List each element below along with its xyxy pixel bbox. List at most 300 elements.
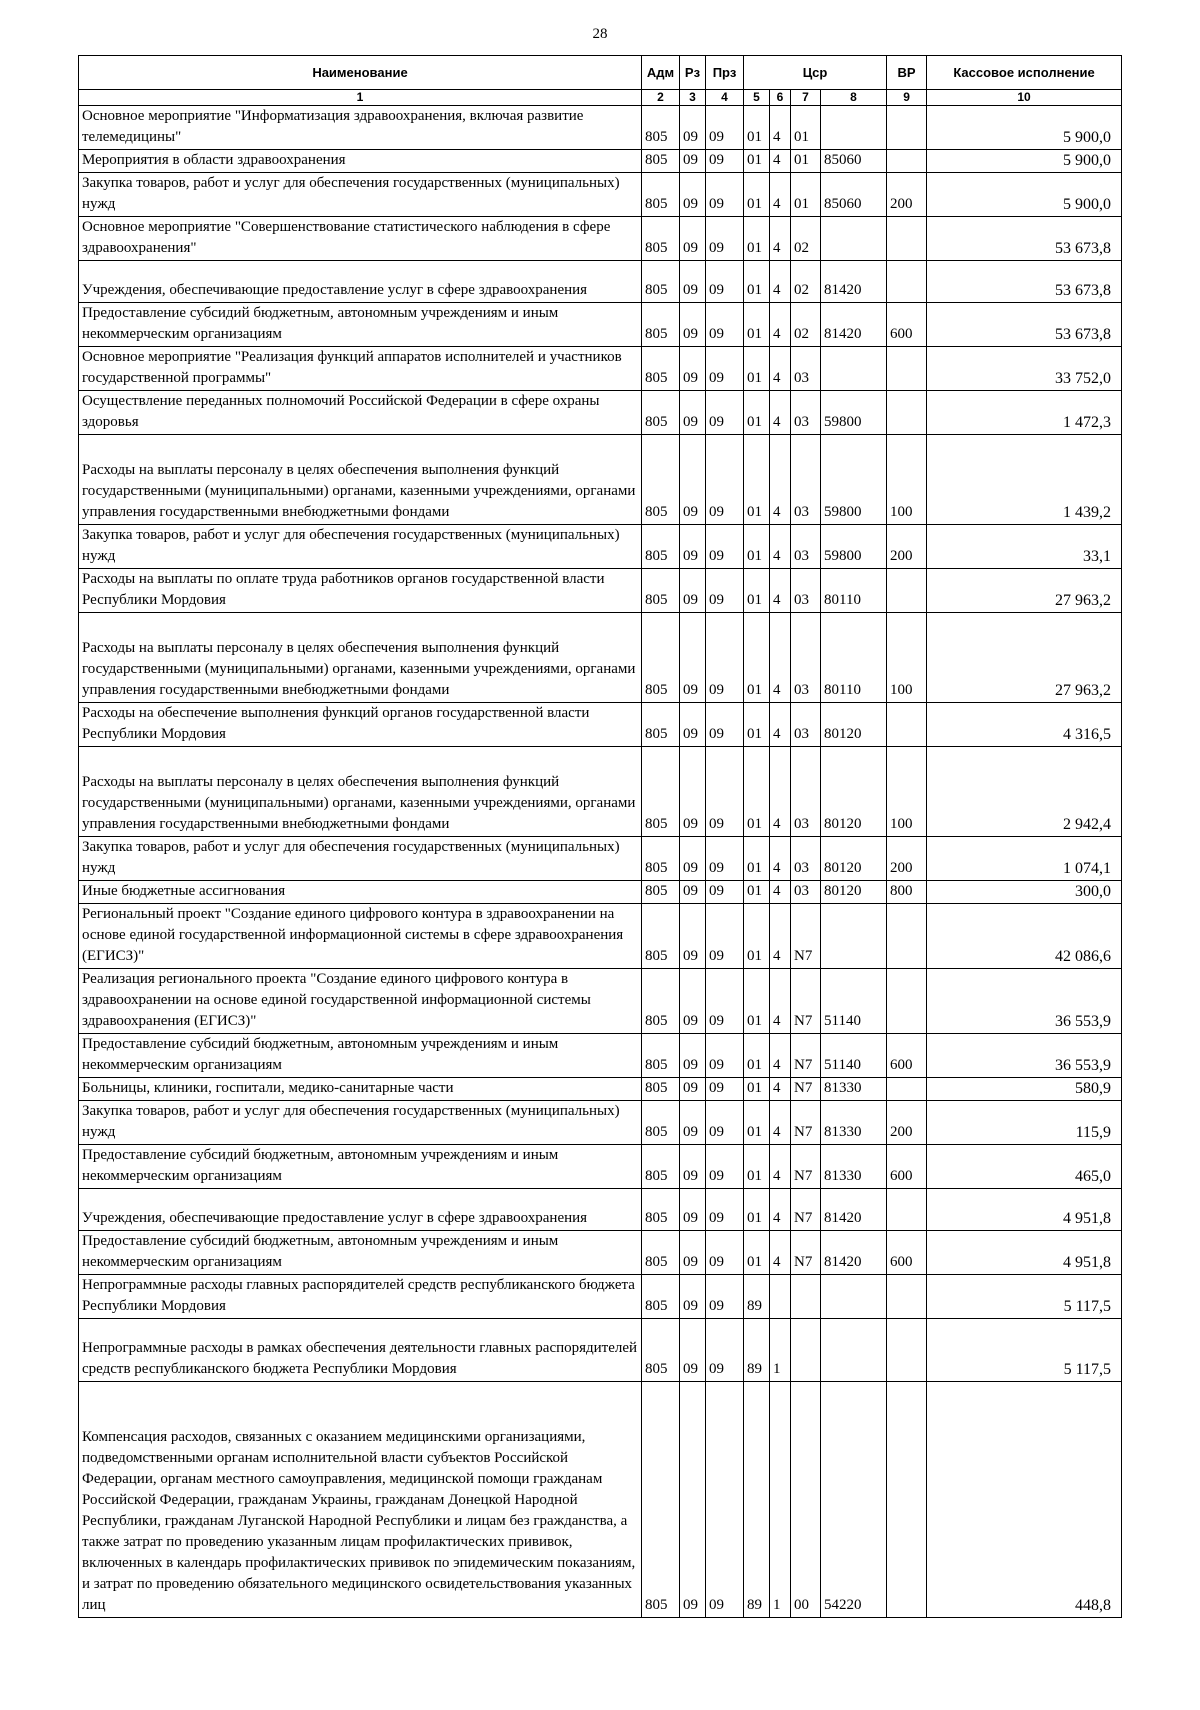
- row-csr-8: 85060: [821, 150, 887, 173]
- row-vr: [887, 1078, 927, 1101]
- row-prz: 09: [706, 569, 744, 613]
- header-name: Наименование: [79, 56, 642, 90]
- row-csr-6: 4: [770, 391, 791, 435]
- row-vr: [887, 904, 927, 969]
- row-csr-7: 03: [791, 435, 821, 525]
- row-csr-7: N7: [791, 1101, 821, 1145]
- row-csr-8: 80120: [821, 703, 887, 747]
- row-csr-5: 89: [744, 1275, 770, 1319]
- row-name: Учреждения, обеспечивающие предоставление услуг в сфере здравоохранения: [79, 261, 642, 303]
- table-row: [79, 1101, 1122, 1145]
- row-adm: 805: [642, 1034, 680, 1078]
- row-vr: [887, 150, 927, 173]
- row-name: Реализация регионального проекта "Создание единого цифрового контура в здравоохранении на основе единой государственной информационной системы здравоохранения (ЕГИСЗ)": [79, 969, 642, 1034]
- row-csr-7: N7: [791, 904, 821, 969]
- row-csr-8: [821, 217, 887, 261]
- row-adm: 805: [642, 1231, 680, 1275]
- table-row: [79, 173, 1122, 217]
- table-row: [79, 613, 1122, 703]
- row-csr-8: 80120: [821, 747, 887, 837]
- row-rz: 09: [680, 525, 706, 569]
- row-csr-6: 1: [770, 1319, 791, 1382]
- row-rz: 09: [680, 1275, 706, 1319]
- row-vr: [887, 703, 927, 747]
- row-prz: 09: [706, 217, 744, 261]
- row-csr-6: 4: [770, 150, 791, 173]
- header-csr: Цср: [744, 56, 887, 90]
- row-csr-6: 4: [770, 347, 791, 391]
- row-vr: [887, 1189, 927, 1231]
- row-amount: 580,9: [927, 1078, 1122, 1101]
- row-rz: 09: [680, 969, 706, 1034]
- row-csr-6: 4: [770, 1145, 791, 1189]
- row-csr-5: 01: [744, 1101, 770, 1145]
- row-rz: 09: [680, 837, 706, 881]
- row-adm: 805: [642, 1078, 680, 1101]
- row-csr-7: 03: [791, 837, 821, 881]
- row-rz: 09: [680, 881, 706, 904]
- row-adm: 805: [642, 969, 680, 1034]
- row-csr-6: 1: [770, 1382, 791, 1618]
- row-csr-6: 4: [770, 1101, 791, 1145]
- row-rz: 09: [680, 747, 706, 837]
- row-prz: 09: [706, 150, 744, 173]
- row-rz: 09: [680, 613, 706, 703]
- row-vr: 100: [887, 747, 927, 837]
- row-rz: 09: [680, 217, 706, 261]
- row-vr: [887, 969, 927, 1034]
- column-number: 8: [821, 90, 887, 106]
- row-name: Предоставление субсидий бюджетным, автономным учреждениям и иным некоммерческим организациям: [79, 1231, 642, 1275]
- row-prz: 09: [706, 525, 744, 569]
- column-number-row: [79, 90, 1122, 106]
- row-csr-8: 85060: [821, 173, 887, 217]
- column-number: 9: [887, 90, 927, 106]
- row-prz: 09: [706, 391, 744, 435]
- row-amount: 448,8: [927, 1382, 1122, 1618]
- row-vr: 600: [887, 1145, 927, 1189]
- row-prz: 09: [706, 1145, 744, 1189]
- row-rz: 09: [680, 1145, 706, 1189]
- row-adm: 805: [642, 1382, 680, 1618]
- row-prz: 09: [706, 969, 744, 1034]
- row-rz: 09: [680, 904, 706, 969]
- row-name: Основное мероприятие "Совершенствование статистического наблюдения в сфере здравоохранения": [79, 217, 642, 261]
- table-row: [79, 261, 1122, 303]
- row-rz: 09: [680, 173, 706, 217]
- row-rz: 09: [680, 1231, 706, 1275]
- row-vr: 100: [887, 613, 927, 703]
- row-amount: 2 942,4: [927, 747, 1122, 837]
- row-csr-8: [821, 904, 887, 969]
- row-csr-7: 03: [791, 613, 821, 703]
- row-amount: 33,1: [927, 525, 1122, 569]
- row-csr-7: 03: [791, 391, 821, 435]
- header-row: [79, 56, 1122, 90]
- row-csr-7: N7: [791, 1078, 821, 1101]
- row-csr-8: [821, 1275, 887, 1319]
- row-adm: 805: [642, 217, 680, 261]
- row-csr-5: 01: [744, 106, 770, 150]
- row-csr-5: 01: [744, 747, 770, 837]
- row-prz: 09: [706, 1034, 744, 1078]
- table-row: [79, 1231, 1122, 1275]
- row-csr-5: 89: [744, 1319, 770, 1382]
- row-name: Компенсация расходов, связанных с оказанием медицинскими организациями, подведомственными органам исполнительной власти субъектов Российской Федерации, органам местного самоуправления, медицинской помощи гражданам Российской Федерации, гражданам Украины, гражданам Донецкой Народной Республики, гражданам Луганской Народной Республики и лицам без гражданства, а также затрат по проведению указанным лицам профилактических прививок, включенных в календарь профилактических прививок по эпидемическим показаниям, и затрат по проведению обязательного медицинского освидетельствования указанных лиц: [79, 1382, 642, 1618]
- row-csr-7: N7: [791, 1034, 821, 1078]
- row-csr-6: 4: [770, 261, 791, 303]
- table-row: [79, 217, 1122, 261]
- row-csr-8: 59800: [821, 435, 887, 525]
- row-adm: 805: [642, 1101, 680, 1145]
- row-csr-7: 03: [791, 881, 821, 904]
- row-prz: 09: [706, 106, 744, 150]
- table-body: [79, 106, 1122, 1618]
- row-csr-8: 80120: [821, 881, 887, 904]
- row-prz: 09: [706, 613, 744, 703]
- table-row: [79, 106, 1122, 150]
- row-csr-5: 01: [744, 525, 770, 569]
- row-rz: 09: [680, 1034, 706, 1078]
- row-csr-7: N7: [791, 1145, 821, 1189]
- header-rz: Рз: [680, 56, 706, 90]
- row-adm: 805: [642, 703, 680, 747]
- row-prz: 09: [706, 173, 744, 217]
- table-row: [79, 837, 1122, 881]
- row-rz: 09: [680, 150, 706, 173]
- row-amount: 27 963,2: [927, 613, 1122, 703]
- row-rz: 09: [680, 303, 706, 347]
- row-csr-6: 4: [770, 969, 791, 1034]
- row-name: Непрограммные расходы в рамках обеспечения деятельности главных распорядителей средств республиканского бюджета Республики Мордовия: [79, 1319, 642, 1382]
- row-csr-8: 81420: [821, 303, 887, 347]
- row-csr-7: 02: [791, 217, 821, 261]
- row-vr: [887, 347, 927, 391]
- row-prz: 09: [706, 347, 744, 391]
- row-adm: 805: [642, 347, 680, 391]
- row-prz: 09: [706, 1275, 744, 1319]
- row-adm: 805: [642, 261, 680, 303]
- row-amount: 53 673,8: [927, 261, 1122, 303]
- row-csr-8: 59800: [821, 391, 887, 435]
- table-row: [79, 1145, 1122, 1189]
- row-rz: 09: [680, 569, 706, 613]
- row-csr-6: [770, 1275, 791, 1319]
- row-name: Мероприятия в области здравоохранения: [79, 150, 642, 173]
- row-name: Предоставление субсидий бюджетным, автономным учреждениям и иным некоммерческим организациям: [79, 1145, 642, 1189]
- column-number: 6: [770, 90, 791, 106]
- row-adm: 805: [642, 613, 680, 703]
- row-csr-7: N7: [791, 969, 821, 1034]
- row-amount: 4 951,8: [927, 1189, 1122, 1231]
- row-csr-5: 01: [744, 703, 770, 747]
- row-csr-7: 03: [791, 703, 821, 747]
- row-csr-5: 01: [744, 347, 770, 391]
- table-row: [79, 391, 1122, 435]
- row-csr-5: 01: [744, 837, 770, 881]
- row-csr-6: 4: [770, 435, 791, 525]
- row-csr-7: 03: [791, 569, 821, 613]
- table-row: [79, 1382, 1122, 1618]
- row-name: Региональный проект "Создание единого цифрового контура в здравоохранении на основе единой государственной информационной системы в сфере здравоохранения (ЕГИСЗ)": [79, 904, 642, 969]
- row-adm: 805: [642, 525, 680, 569]
- row-csr-5: 01: [744, 1034, 770, 1078]
- row-adm: 805: [642, 904, 680, 969]
- row-adm: 805: [642, 1145, 680, 1189]
- row-prz: 09: [706, 1382, 744, 1618]
- row-vr: 600: [887, 1034, 927, 1078]
- row-vr: 600: [887, 303, 927, 347]
- row-csr-6: 4: [770, 217, 791, 261]
- column-number: 10: [927, 90, 1122, 106]
- row-name: Закупка товаров, работ и услуг для обеспечения государственных (муниципальных) нужд: [79, 1101, 642, 1145]
- row-prz: 09: [706, 1101, 744, 1145]
- row-vr: [887, 261, 927, 303]
- row-rz: 09: [680, 106, 706, 150]
- row-csr-7: 01: [791, 150, 821, 173]
- row-rz: 09: [680, 391, 706, 435]
- row-csr-7: N7: [791, 1189, 821, 1231]
- row-amount: 4 316,5: [927, 703, 1122, 747]
- row-adm: 805: [642, 173, 680, 217]
- row-name: Расходы на выплаты персоналу в целях обеспечения выполнения функций государственными (муниципальными) органами, казенными учреждениями, органами управления государственными внебюджетными фондами: [79, 747, 642, 837]
- row-name: Расходы на обеспечение выполнения функций органов государственной власти Республики Мордовия: [79, 703, 642, 747]
- row-rz: 09: [680, 1319, 706, 1382]
- row-csr-7: 01: [791, 173, 821, 217]
- column-number: 4: [706, 90, 744, 106]
- row-vr: [887, 1319, 927, 1382]
- row-amount: 1 074,1: [927, 837, 1122, 881]
- row-csr-5: 01: [744, 173, 770, 217]
- row-prz: 09: [706, 261, 744, 303]
- row-prz: 09: [706, 435, 744, 525]
- row-vr: [887, 391, 927, 435]
- row-vr: 800: [887, 881, 927, 904]
- row-csr-5: 01: [744, 1145, 770, 1189]
- row-adm: 805: [642, 881, 680, 904]
- row-name: Основное мероприятие "Информатизация здравоохранения, включая развитие телемедицины": [79, 106, 642, 150]
- row-rz: 09: [680, 435, 706, 525]
- row-csr-5: 01: [744, 904, 770, 969]
- table-row: [79, 150, 1122, 173]
- row-amount: 42 086,6: [927, 904, 1122, 969]
- row-vr: 200: [887, 837, 927, 881]
- row-csr-5: 01: [744, 303, 770, 347]
- row-csr-7: 03: [791, 747, 821, 837]
- row-name: Больницы, клиники, госпитали, медико-санитарные части: [79, 1078, 642, 1101]
- row-csr-8: 81330: [821, 1101, 887, 1145]
- row-name: Предоставление субсидий бюджетным, автономным учреждениям и иным некоммерческим организациям: [79, 1034, 642, 1078]
- row-amount: 53 673,8: [927, 217, 1122, 261]
- row-rz: 09: [680, 1101, 706, 1145]
- row-adm: 805: [642, 747, 680, 837]
- row-csr-5: 89: [744, 1382, 770, 1618]
- row-csr-6: 4: [770, 904, 791, 969]
- row-csr-6: 4: [770, 525, 791, 569]
- row-prz: 09: [706, 303, 744, 347]
- row-adm: 805: [642, 435, 680, 525]
- row-name: Осуществление переданных полномочий Российской Федерации в сфере охраны здоровья: [79, 391, 642, 435]
- row-prz: 09: [706, 1231, 744, 1275]
- row-prz: 09: [706, 881, 744, 904]
- row-csr-8: 81420: [821, 1189, 887, 1231]
- row-name: Непрограммные расходы главных распорядителей средств республиканского бюджета Республики Мордовия: [79, 1275, 642, 1319]
- header-prz: Прз: [706, 56, 744, 90]
- column-number: 2: [642, 90, 680, 106]
- row-csr-8: [821, 106, 887, 150]
- row-csr-6: 4: [770, 303, 791, 347]
- row-csr-5: 01: [744, 1189, 770, 1231]
- row-csr-8: 80120: [821, 837, 887, 881]
- row-csr-8: 81330: [821, 1078, 887, 1101]
- row-prz: 09: [706, 1189, 744, 1231]
- row-adm: 805: [642, 150, 680, 173]
- row-name: Расходы на выплаты персоналу в целях обеспечения выполнения функций государственными (муниципальными) органами, казенными учреждениями, органами управления государственными внебюджетными фондами: [79, 435, 642, 525]
- row-csr-7: 02: [791, 261, 821, 303]
- header-vr: ВР: [887, 56, 927, 90]
- row-csr-6: 4: [770, 173, 791, 217]
- page-number: 28: [592, 26, 608, 42]
- row-csr-7: 02: [791, 303, 821, 347]
- table-row: [79, 435, 1122, 525]
- row-csr-8: 59800: [821, 525, 887, 569]
- row-vr: 200: [887, 525, 927, 569]
- row-csr-5: 01: [744, 391, 770, 435]
- row-name: Закупка товаров, работ и услуг для обеспечения государственных (муниципальных) нужд: [79, 837, 642, 881]
- row-csr-8: [821, 1319, 887, 1382]
- row-amount: 33 752,0: [927, 347, 1122, 391]
- table-row: [79, 1189, 1122, 1231]
- row-csr-6: 4: [770, 1231, 791, 1275]
- header-cash: Кассовое исполнение: [927, 56, 1122, 90]
- row-adm: 805: [642, 1275, 680, 1319]
- row-csr-5: 01: [744, 881, 770, 904]
- row-amount: 1 472,3: [927, 391, 1122, 435]
- row-rz: 09: [680, 1382, 706, 1618]
- row-rz: 09: [680, 347, 706, 391]
- row-csr-6: 4: [770, 106, 791, 150]
- table-row: [79, 1319, 1122, 1382]
- row-adm: 805: [642, 569, 680, 613]
- row-name: Расходы на выплаты персоналу в целях обеспечения выполнения функций государственными (муниципальными) органами, казенными учреждениями, органами управления государственными внебюджетными фондами: [79, 613, 642, 703]
- column-number: 5: [744, 90, 770, 106]
- row-vr: [887, 1382, 927, 1618]
- row-csr-6: 4: [770, 613, 791, 703]
- row-vr: [887, 1275, 927, 1319]
- row-amount: 5 900,0: [927, 106, 1122, 150]
- row-csr-8: [821, 347, 887, 391]
- row-vr: 600: [887, 1231, 927, 1275]
- row-name: Закупка товаров, работ и услуг для обеспечения государственных (муниципальных) нужд: [79, 173, 642, 217]
- row-amount: 5 900,0: [927, 173, 1122, 217]
- row-csr-8: 54220: [821, 1382, 887, 1618]
- row-amount: 5 117,5: [927, 1275, 1122, 1319]
- row-vr: 200: [887, 1101, 927, 1145]
- row-csr-7: 00: [791, 1382, 821, 1618]
- row-csr-7: N7: [791, 1231, 821, 1275]
- row-csr-7: 01: [791, 106, 821, 150]
- row-csr-8: 80110: [821, 613, 887, 703]
- row-name: Расходы на выплаты по оплате труда работников органов государственной власти Республики Мордовия: [79, 569, 642, 613]
- row-rz: 09: [680, 703, 706, 747]
- row-csr-6: 4: [770, 1189, 791, 1231]
- row-amount: 5 117,5: [927, 1319, 1122, 1382]
- row-name: Закупка товаров, работ и услуг для обеспечения государственных (муниципальных) нужд: [79, 525, 642, 569]
- row-adm: 805: [642, 303, 680, 347]
- row-csr-5: 01: [744, 435, 770, 525]
- row-vr: 100: [887, 435, 927, 525]
- row-adm: 805: [642, 837, 680, 881]
- row-name: Иные бюджетные ассигнования: [79, 881, 642, 904]
- row-csr-5: 01: [744, 1231, 770, 1275]
- row-rz: 09: [680, 1078, 706, 1101]
- row-vr: [887, 569, 927, 613]
- row-csr-8: 81420: [821, 1231, 887, 1275]
- row-amount: 36 553,9: [927, 1034, 1122, 1078]
- row-name: Учреждения, обеспечивающие предоставление услуг в сфере здравоохранения: [79, 1189, 642, 1231]
- row-amount: 115,9: [927, 1101, 1122, 1145]
- row-prz: 09: [706, 904, 744, 969]
- table-row: [79, 904, 1122, 969]
- budget-execution-table: [78, 55, 1122, 1618]
- row-amount: 300,0: [927, 881, 1122, 904]
- column-number: 7: [791, 90, 821, 106]
- row-vr: [887, 106, 927, 150]
- row-csr-5: 01: [744, 150, 770, 173]
- row-amount: 465,0: [927, 1145, 1122, 1189]
- row-adm: 805: [642, 391, 680, 435]
- row-csr-6: 4: [770, 569, 791, 613]
- table-row: [79, 747, 1122, 837]
- column-number: 1: [79, 90, 642, 106]
- row-prz: 09: [706, 747, 744, 837]
- table-row: [79, 525, 1122, 569]
- row-vr: 200: [887, 173, 927, 217]
- table-row: [79, 881, 1122, 904]
- row-csr-6: 4: [770, 837, 791, 881]
- row-csr-7: [791, 1319, 821, 1382]
- row-amount: 27 963,2: [927, 569, 1122, 613]
- row-vr: [887, 217, 927, 261]
- row-adm: 805: [642, 106, 680, 150]
- row-prz: 09: [706, 1319, 744, 1382]
- row-csr-6: 4: [770, 703, 791, 747]
- row-name: Основное мероприятие "Реализация функций аппаратов исполнителей и участников государственной программы": [79, 347, 642, 391]
- row-csr-6: 4: [770, 747, 791, 837]
- row-csr-7: 03: [791, 525, 821, 569]
- row-csr-5: 01: [744, 569, 770, 613]
- row-rz: 09: [680, 1189, 706, 1231]
- row-csr-5: 01: [744, 217, 770, 261]
- table-row: [79, 303, 1122, 347]
- row-prz: 09: [706, 1078, 744, 1101]
- row-csr-7: 03: [791, 347, 821, 391]
- row-amount: 5 900,0: [927, 150, 1122, 173]
- row-csr-8: 51140: [821, 1034, 887, 1078]
- row-csr-8: 80110: [821, 569, 887, 613]
- row-csr-5: 01: [744, 969, 770, 1034]
- row-csr-6: 4: [770, 1034, 791, 1078]
- row-csr-5: 01: [744, 1078, 770, 1101]
- row-csr-6: 4: [770, 881, 791, 904]
- header-adm: Адм: [642, 56, 680, 90]
- row-amount: 53 673,8: [927, 303, 1122, 347]
- row-amount: 1 439,2: [927, 435, 1122, 525]
- row-csr-8: 51140: [821, 969, 887, 1034]
- row-csr-5: 01: [744, 613, 770, 703]
- row-csr-7: [791, 1275, 821, 1319]
- row-csr-5: 01: [744, 261, 770, 303]
